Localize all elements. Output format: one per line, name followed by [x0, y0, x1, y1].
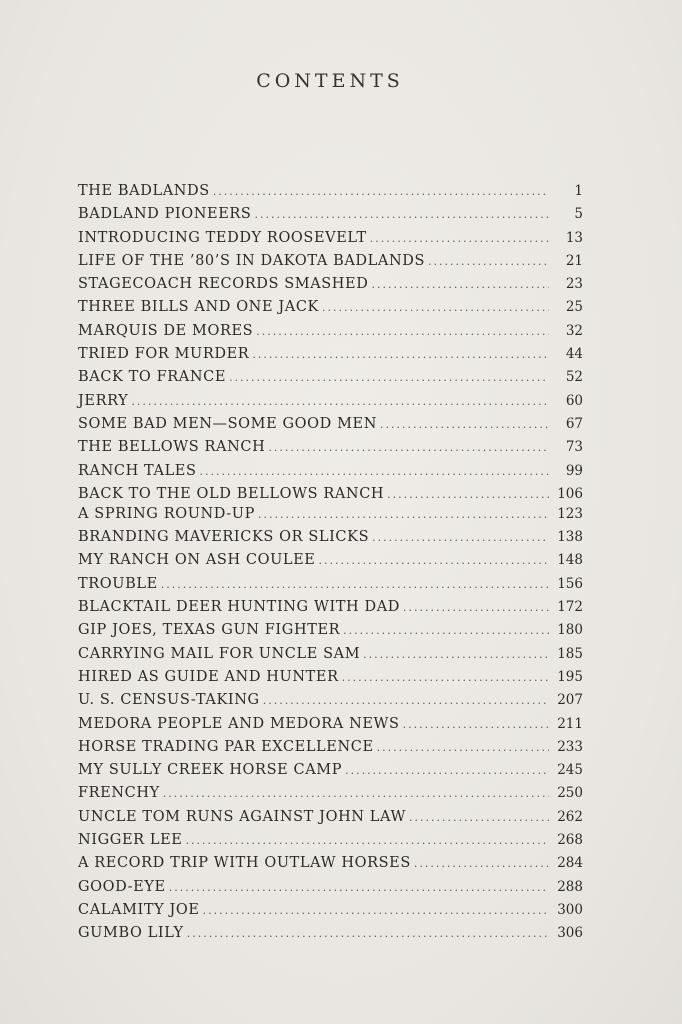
toc-entry: [78, 739, 583, 762]
dot-leader: [263, 694, 549, 707]
toc-entry-title: BACK TO FRANCE: [78, 369, 227, 386]
toc-entry-title: BACK TO THE OLD BELLOWS RANCH: [78, 485, 385, 502]
toc-entry-page: 21: [565, 252, 583, 269]
dot-leader: [213, 185, 549, 198]
toc-entry-page: 250: [557, 785, 583, 802]
dot-leader: [409, 811, 549, 824]
toc-entry: [78, 393, 583, 416]
toc-entry: [78, 463, 583, 486]
toc-entry-page: 195: [557, 668, 583, 685]
toc-entry-title: RANCH TALES: [78, 462, 197, 479]
toc-entry-page: 44: [565, 346, 583, 363]
toc-entry: [78, 669, 583, 692]
dot-leader: [186, 834, 550, 847]
toc-entry-title: MEDORA PEOPLE AND MEDORA NEWS: [78, 715, 400, 732]
dot-leader: [268, 441, 549, 454]
toc-entry-title: SOME BAD MEN—SOME GOOD MEN: [78, 415, 378, 432]
toc-entry: [78, 529, 583, 552]
toc-entry-page: 300: [557, 901, 583, 918]
toc-entry: [78, 692, 583, 715]
dot-leader: [254, 208, 549, 221]
toc-entry-page: 32: [565, 322, 583, 339]
toc-entry: [78, 299, 583, 322]
toc-entry: [78, 599, 583, 622]
dot-leader: [187, 927, 549, 940]
dot-leader: [403, 601, 549, 614]
table-of-contents: [78, 183, 583, 949]
dot-leader: [342, 671, 549, 684]
dot-leader: [377, 741, 549, 754]
toc-entry-page: 268: [557, 832, 583, 849]
toc-entry-title: A RECORD TRIP WITH OUTLAW HORSES: [78, 855, 411, 872]
toc-entry-title: A SPRING ROUND-UP: [78, 505, 255, 522]
toc-entry: [78, 716, 583, 739]
toc-entry-page: 288: [557, 878, 583, 895]
dot-leader: [256, 325, 549, 338]
toc-entry: [78, 925, 583, 948]
dot-leader: [345, 764, 549, 777]
toc-entry: [78, 206, 583, 229]
dot-leader: [428, 255, 549, 268]
toc-entry: [78, 369, 583, 392]
toc-entry: [78, 879, 583, 902]
toc-entry-page: 60: [565, 392, 583, 409]
toc-entry-title: STAGECOACH RECORDS SMASHED: [78, 276, 369, 293]
dot-leader: [363, 648, 549, 661]
dot-leader: [163, 787, 549, 800]
toc-entry-title: BRANDING MAVERICKS OR SLICKS: [78, 529, 370, 546]
toc-entry-page: 156: [557, 575, 583, 592]
dot-leader: [161, 578, 549, 591]
dot-leader: [370, 232, 549, 245]
toc-entry-page: 123: [557, 505, 583, 522]
dot-leader: [319, 554, 550, 567]
toc-entry-title: UNCLE TOM RUNS AGAINST JOHN LAW: [78, 808, 407, 825]
toc-entry-page: 52: [565, 369, 583, 386]
toc-entry: [78, 855, 583, 878]
toc-entry-title: MY RANCH ON ASH COULEE: [78, 552, 316, 569]
toc-entry-title: BLACKTAIL DEER HUNTING WITH DAD: [78, 599, 401, 616]
dot-leader: [169, 881, 549, 894]
toc-entry: [78, 832, 583, 855]
toc-entry-title: BADLAND PIONEERS: [78, 206, 252, 223]
toc-entry-page: 180: [557, 622, 583, 639]
toc-entry-title: TRIED FOR MURDER: [78, 346, 250, 363]
toc-entry: [78, 809, 583, 832]
dot-leader: [258, 508, 549, 521]
toc-entry-page: 138: [557, 529, 583, 546]
dot-leader: [371, 278, 549, 291]
toc-entry-title: FRENCHY: [78, 785, 160, 802]
toc-entry: [78, 416, 583, 439]
toc-entry-title: GUMBO LILY: [78, 925, 184, 942]
toc-entry-page: 99: [565, 462, 583, 479]
toc-entry: [78, 230, 583, 253]
dot-leader: [322, 301, 549, 314]
toc-entry: [78, 323, 583, 346]
dot-leader: [343, 624, 549, 637]
toc-entry-title: HIRED AS GUIDE AND HUNTER: [78, 668, 339, 685]
toc-entry-title: LIFE OF THE ’80’S IN DAKOTA BADLANDS: [78, 252, 426, 269]
dot-leader: [252, 348, 549, 361]
toc-entry: [78, 576, 583, 599]
toc-entry-title: CARRYING MAIL FOR UNCLE SAM: [78, 645, 361, 662]
toc-entry: [78, 439, 583, 462]
toc-entry: [78, 346, 583, 369]
toc-entry-page: 185: [557, 645, 583, 662]
toc-entry-page: 262: [557, 808, 583, 825]
toc-entry-title: NIGGER LEE: [78, 832, 183, 849]
toc-entry: [78, 762, 583, 785]
toc-entry-title: U. S. CENSUS-TAKING: [78, 692, 260, 709]
toc-entry-title: MY SULLY CREEK HORSE CAMP: [78, 762, 343, 779]
toc-entry-title: JERRY: [78, 392, 129, 409]
toc-entry: [78, 902, 583, 925]
dot-leader: [131, 395, 549, 408]
toc-entry-page: 13: [565, 229, 583, 246]
toc-entry: [78, 785, 583, 808]
toc-entry-title: THE BADLANDS: [78, 183, 210, 199]
toc-entry-page: 23: [565, 276, 583, 293]
dot-leader: [229, 371, 549, 384]
toc-entry-title: GOOD-EYE: [78, 878, 166, 895]
toc-entry-page: 172: [557, 599, 583, 616]
toc-entry-page: 245: [557, 762, 583, 779]
toc-entry: [78, 253, 583, 276]
toc-entry-page: 233: [557, 738, 583, 755]
toc-entry-page: 207: [557, 692, 583, 709]
dot-leader: [203, 904, 549, 917]
toc-entry-title: THE BELLOWS RANCH: [78, 439, 266, 456]
toc-entry-page: 5: [574, 206, 583, 223]
toc-entry: [78, 183, 583, 206]
toc-entry-page: 284: [557, 855, 583, 872]
toc-entry-title: MARQUIS DE MORES: [78, 322, 254, 339]
dot-leader: [403, 718, 549, 731]
toc-entry: [78, 506, 583, 529]
toc-entry-page: 25: [565, 299, 583, 316]
toc-entry-title: INTRODUCING TEDDY ROOSEVELT: [78, 229, 367, 246]
toc-entry-title: TROUBLE: [78, 575, 158, 592]
toc-entry-page: 1: [574, 183, 583, 199]
toc-entry: [78, 646, 583, 669]
toc-entry-page: 211: [557, 715, 583, 732]
dot-leader: [380, 418, 549, 431]
toc-entry: [78, 552, 583, 575]
toc-entry-title: GIP JOES, TEXAS GUN FIGHTER: [78, 622, 341, 639]
toc-entry-page: 148: [557, 552, 583, 569]
dot-leader: [200, 465, 549, 478]
toc-entry-title: THREE BILLS AND ONE JACK: [78, 299, 319, 316]
toc-entry: [78, 622, 583, 645]
toc-entry-title: HORSE TRADING PAR EXCELLENCE: [78, 738, 374, 755]
toc-entry: [78, 276, 583, 299]
toc-entry-page: 73: [565, 439, 583, 456]
toc-entry-page: 306: [557, 925, 583, 942]
page-title: CONTENTS: [256, 70, 404, 92]
dot-leader: [414, 857, 549, 870]
toc-entry: [78, 486, 583, 506]
dot-leader: [372, 531, 549, 544]
dot-leader: [387, 488, 549, 501]
toc-entry-title: CALAMITY JOE: [78, 901, 200, 918]
toc-entry-page: 67: [565, 415, 583, 432]
toc-entry-page: 106: [557, 485, 583, 502]
